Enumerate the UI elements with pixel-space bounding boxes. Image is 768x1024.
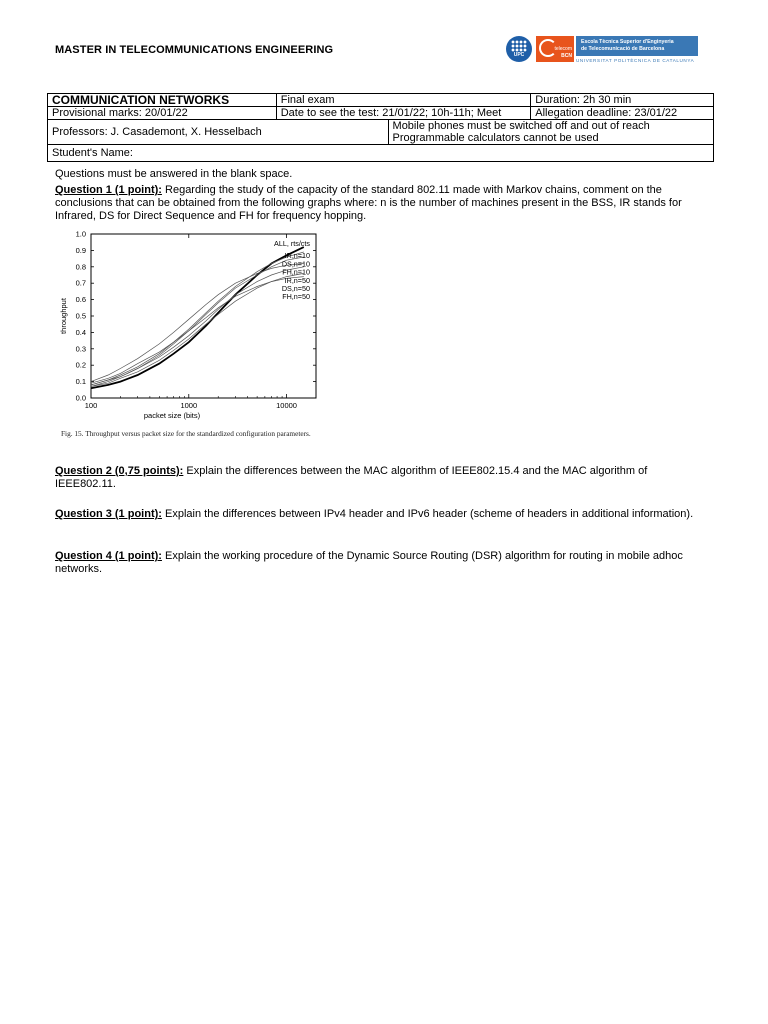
y-tick-label: 0.9 bbox=[75, 245, 86, 255]
y-tick-label: 0.4 bbox=[75, 327, 86, 337]
legend-label-2: IR,n=10 bbox=[284, 251, 310, 261]
university-name: UNIVERSITAT POLITÈCNICA DE CATALUNYA bbox=[576, 58, 695, 63]
legend-label-1: ALL, rts/cts bbox=[274, 239, 310, 248]
question-1-label: Question 1 (1 point): bbox=[55, 184, 162, 196]
upc-logo bbox=[506, 36, 532, 62]
telecom-logo-line1: telecom bbox=[554, 46, 572, 52]
throughput-figure bbox=[55, 226, 325, 451]
y-tick-label: 0.0 bbox=[75, 393, 86, 403]
legend-label-3: DS,n=10 bbox=[281, 259, 310, 269]
y-tick-label: 0.2 bbox=[75, 360, 86, 370]
y-tick-label: 0.7 bbox=[75, 278, 86, 288]
y-tick-label: 0.6 bbox=[75, 295, 86, 305]
exam-type: Final exam bbox=[276, 94, 531, 107]
rule-phones: Mobile phones must be switched off and out of reach bbox=[392, 120, 650, 132]
legend-label-7: FH,n=50 bbox=[282, 292, 310, 302]
legend-label-5: IR,n=50 bbox=[284, 275, 310, 285]
question-2-label: Question 2 (0,75 points): bbox=[55, 465, 184, 477]
telecom-logo-line2: BCN bbox=[561, 53, 572, 59]
instructions: Questions must be answered in the blank space. bbox=[55, 168, 293, 180]
telecom-bcn-logo bbox=[536, 36, 574, 62]
y-tick-label: 0.1 bbox=[75, 377, 86, 387]
question-4-text: Explain the working procedure of the Dynamic Source Routing (DSR) algorithm for routing in mobile adhoc networks. bbox=[55, 550, 683, 575]
rule-calculators: Programmable calculators cannot be used bbox=[392, 132, 599, 144]
exam-info-table bbox=[47, 93, 714, 162]
professors: Professors: J. Casademont, X. Hesselbach bbox=[48, 120, 389, 145]
y-axis-label: throughput bbox=[59, 298, 68, 334]
y-tick-label: 0.3 bbox=[75, 344, 86, 354]
question-4 bbox=[55, 550, 705, 576]
y-tick-label: 0.8 bbox=[75, 262, 86, 272]
allegation-deadline: Allegation deadline: 23/01/22 bbox=[531, 107, 714, 120]
student-name-field[interactable]: Student's Name: bbox=[48, 145, 714, 162]
series-line-2 bbox=[91, 252, 304, 385]
legend-label-4: FH,n=10 bbox=[282, 267, 310, 277]
series-line-6 bbox=[91, 273, 304, 386]
test-review-date: Date to see the test: 21/01/22; 10h-11h; Meet bbox=[276, 107, 531, 120]
question-4-label: Question 4 (1 point): bbox=[55, 550, 162, 562]
legend-label-6: DS,n=50 bbox=[281, 284, 310, 293]
y-tick-label: 0.5 bbox=[75, 311, 86, 321]
course-name: COMMUNICATION NETWORKS bbox=[48, 94, 277, 107]
document-header-title: MASTER IN TELECOMMUNICATIONS ENGINEERING bbox=[55, 44, 334, 56]
school-name-line2: de Telecomunicació de Barcelona bbox=[581, 46, 665, 52]
school-name-banner bbox=[576, 36, 698, 56]
provisional-marks-date: Provisional marks: 20/01/22 bbox=[48, 107, 277, 120]
question-3 bbox=[55, 508, 705, 521]
figure-caption: Fig. 15. Throughput versus packet size for the standardized configuration parameters. bbox=[61, 429, 311, 438]
question-1-text: Regarding the study of the capacity of the standard 802.11 made with Markov chains, comment on the conclusions that can be obtained from the following graphs where: n is the number of machines present in the BSS, IR stands for Infrared, DS for Direct Sequence and FH for frequency hopping. bbox=[55, 184, 682, 222]
question-3-text: Explain the differences between IPv4 header and IPv6 header (scheme of headers in additional information). bbox=[161, 508, 694, 520]
x-tick-label: 10000 bbox=[276, 401, 297, 410]
x-tick-label: 100 bbox=[84, 401, 98, 410]
exam-rules bbox=[388, 120, 713, 145]
x-axis-label: packet size (bits) bbox=[143, 411, 201, 420]
question-2-text: Explain the differences between the MAC algorithm of IEEE802.15.4 and the MAC algorithm of IEEE802.11. bbox=[55, 465, 648, 490]
question-2 bbox=[55, 465, 705, 491]
question-3-label: Question 3 (1 point): bbox=[55, 508, 162, 520]
school-name-line1: Escola Tècnica Superior d'Enginyeria bbox=[581, 39, 674, 45]
institution-logos bbox=[506, 34, 700, 66]
throughput-chart bbox=[55, 226, 325, 426]
y-tick-label: 1.0 bbox=[75, 229, 86, 239]
upc-logo-text: UPC bbox=[513, 52, 525, 58]
question-1 bbox=[55, 184, 705, 222]
exam-duration: Duration: 2h 30 min bbox=[531, 94, 714, 107]
x-tick-label: 1000 bbox=[180, 401, 198, 410]
